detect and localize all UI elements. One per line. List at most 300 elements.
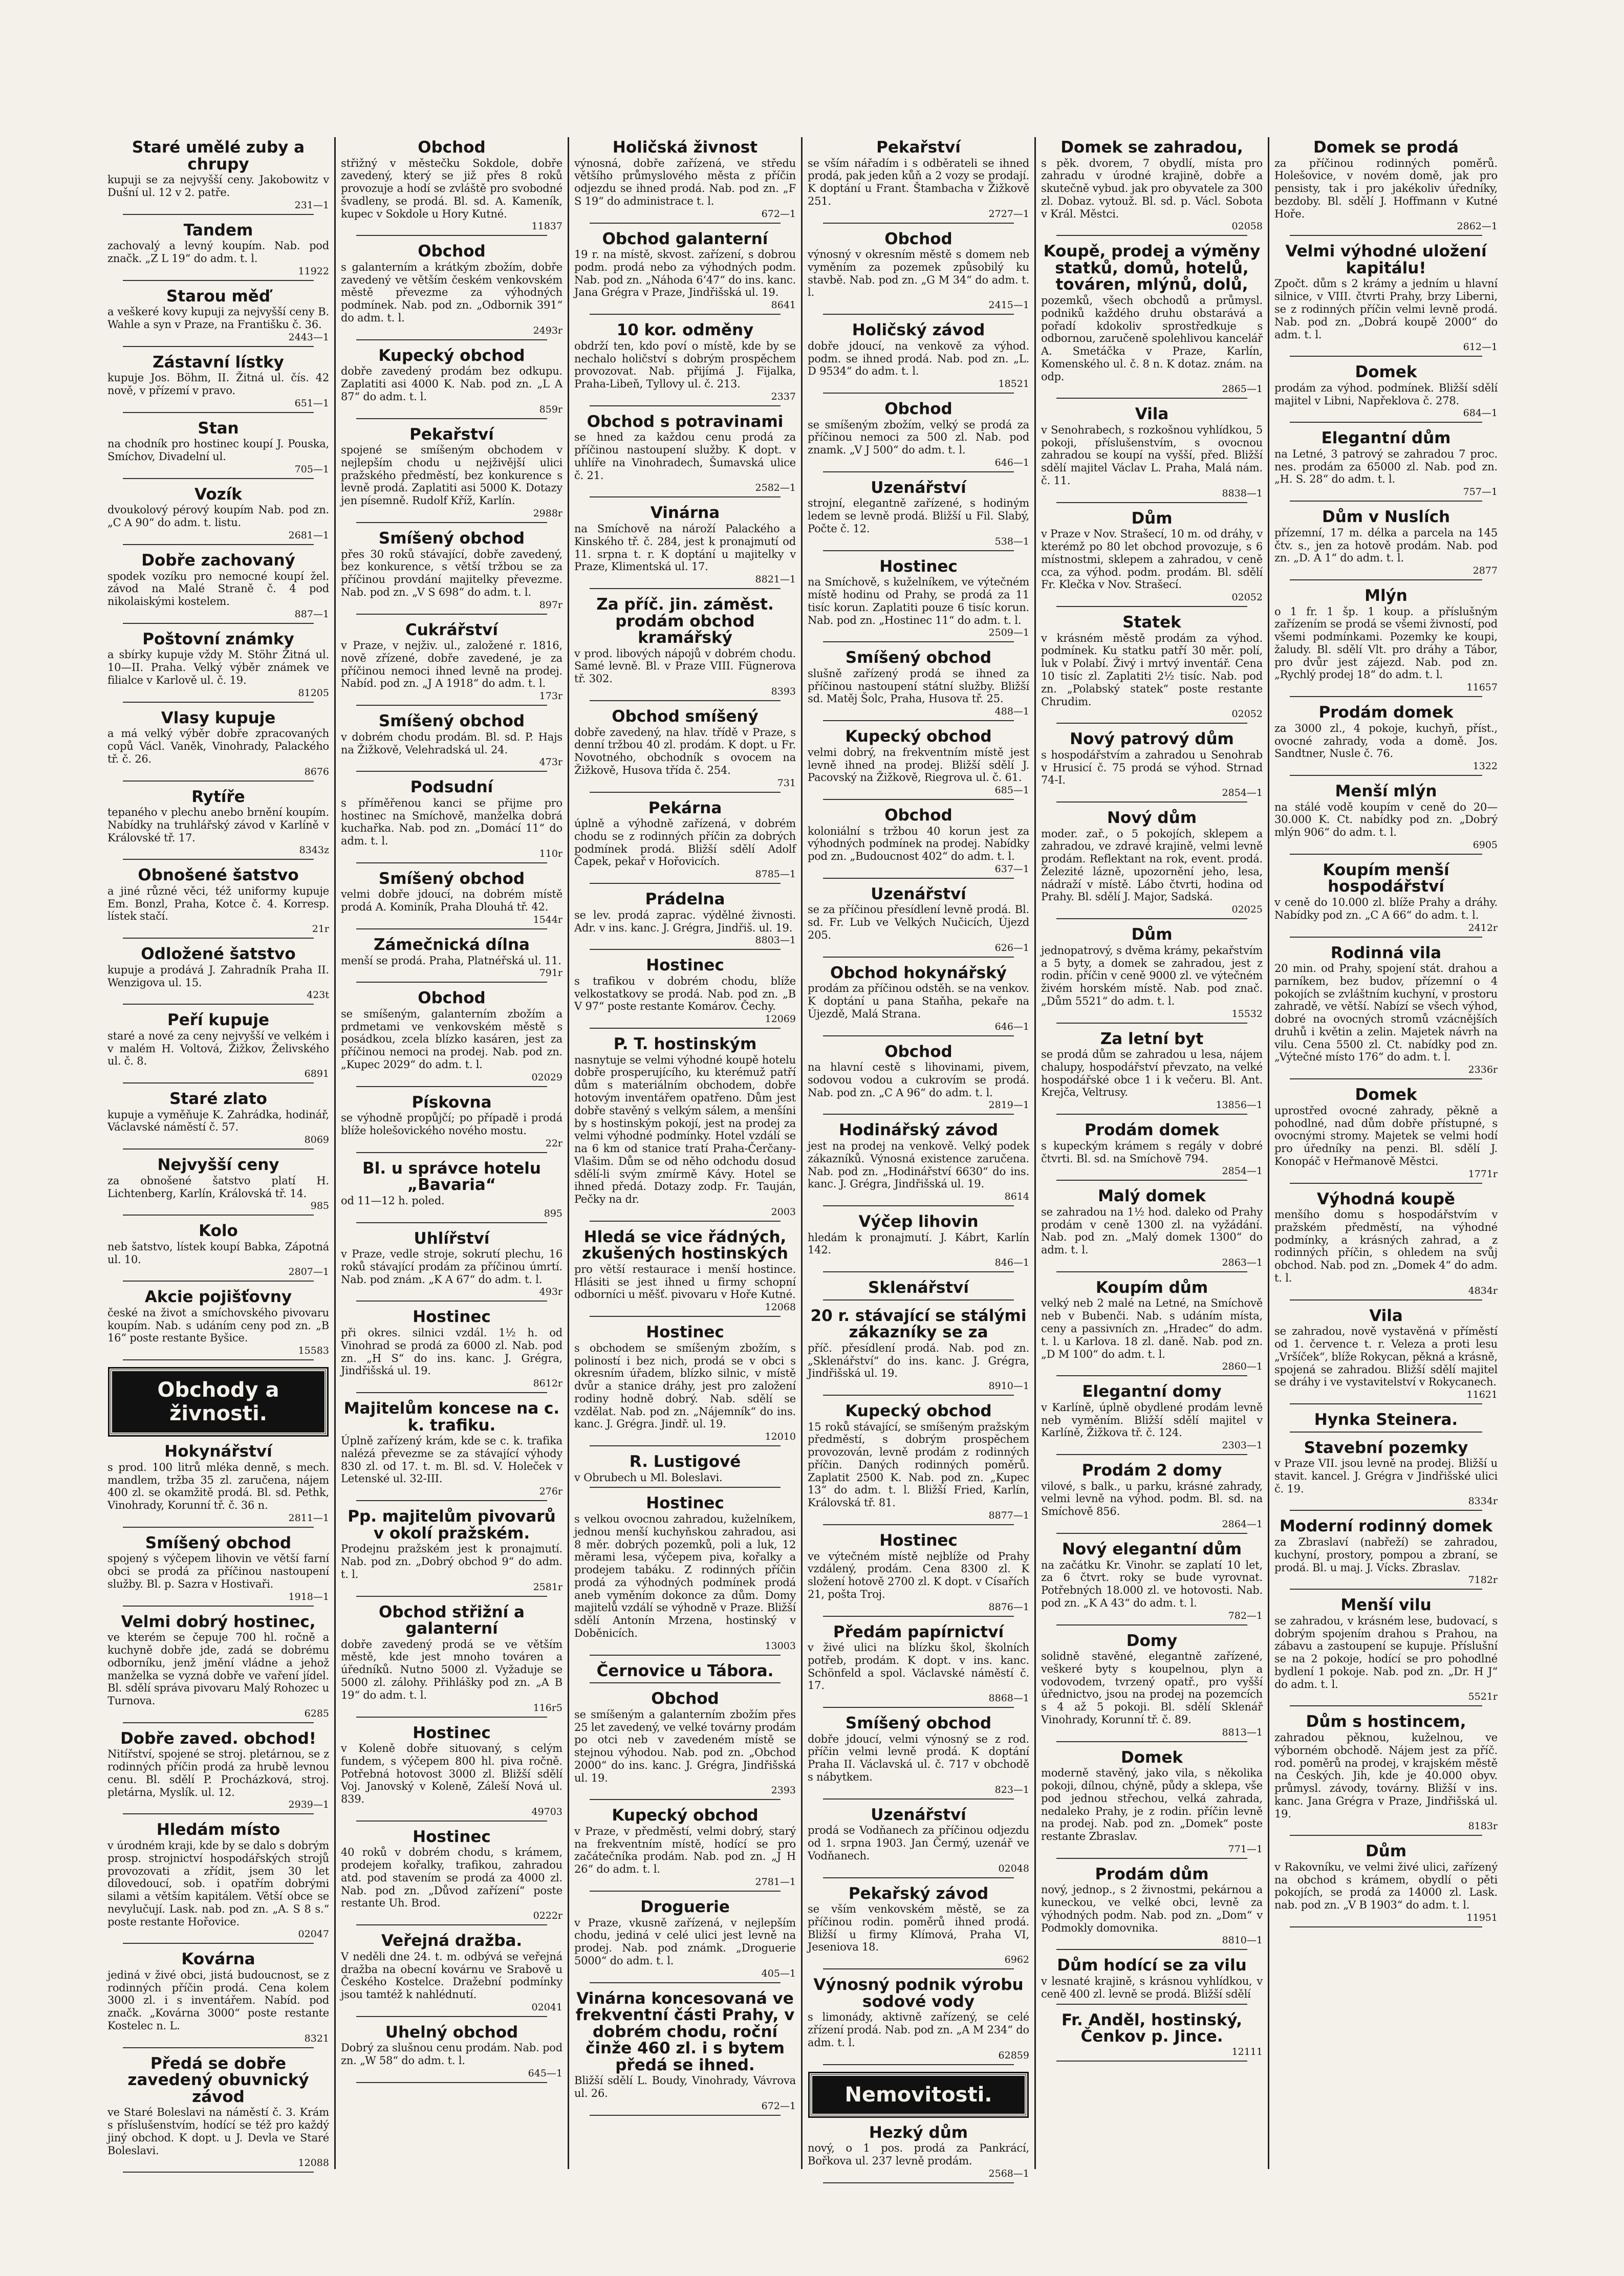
ad-text: při okres. silnici vzdál. 1½ h. od Vinohrad se prodá za 6000 zl. Nab. pod zn. „H S“ do ins. kanc. J. Grégra, Jindřišská ul. 19. [341,1326,562,1377]
ad-divider [1056,502,1247,503]
ad-divider [823,2182,1014,2183]
ad-heading: Prodám domek [1318,703,1454,722]
classified-ad [341,622,562,706]
ad-heading: Nový dům [1107,809,1197,828]
ad-reference-number: 22r [545,1137,562,1149]
classified-ad [1274,945,1498,1080]
ad-reference-number: 1918—1 [288,1591,329,1602]
ad-text: Nitířství, spojené se stroj. pletárnou, se z rodinných příčin prodá za hrubě levnou cenu. Bl. sdělí P. Procházková, stroj. pletárna, Myslík. ul. 12. [107,1748,329,1798]
ad-divider [590,314,781,315]
ad-divider [1056,1741,1247,1742]
ad-divider [823,550,1014,551]
ad-text: moderně stavěný, jako vila, s několika pokoji, dílnou, chýně, půdy a sklepa, vše pod jednou střechou, velká zahrada, nedaleko Prahy, je z rodin. příčin levně na prodej. Nab. pod zn. „Domek“ poste restante Zbraslav. [1041,1767,1263,1843]
ad-text: slušně zařízený prodá se ihned za příčinou nastoupení státní služby. Bližší sd. Matěj Šolc, Praha, Husova tř. 25. [808,667,1029,705]
ad-heading: Dům [1131,925,1173,944]
ad-text: v Praze, v předměstí, velmi dobrý, starý na frekventním místě, hodící se pro začátečníka prodám. Nab. pod zn. „J H 26“ do adm. t. l. [574,1825,796,1876]
ad-divider [123,280,314,281]
ad-heading: Mlýn [1365,587,1408,605]
ad-text: se smíšeným zbožím, velký se prodá za příčinou nemoci za 500 zl. Nab. pod znamk. „V J 500“ do adm. t. l. [808,418,1029,457]
ad-text: se hned za každou cenu prodá za příčinou nastoupení služby. K dopt. v uhlíře na Vinohradech, Šumavská ulice č. 21. [574,431,796,482]
ad-reference-number: 2303—1 [1222,1440,1263,1451]
ad-reference-number: 5521r [1468,1691,1498,1703]
ad-heading: Moderní rodinný domek [1279,1517,1493,1536]
ad-divider [356,1392,547,1393]
ad-heading: Kolo [199,1222,238,1241]
ad-divider [123,412,314,413]
ad-reference-number: 02052 [1231,708,1263,720]
ad-text: ve kterém se čepuje 700 hl. ročně a kuchyně dobře jde, zadá se dobrému odborníku, jenž jmění vládne a jehož manželka se vyzná dobře ve vaření jídel. Bl. sdělí správa pivovaru Malý Rohozec u Turnova. [107,1631,329,1707]
ad-reference-number: 2581r [533,1581,562,1593]
ad-text: jediná v živé obci, jistá budoucnost, se z rodinných příčin prodá. Cena kolem 3000 zl. i s inventářem. Nabíd. pod značk. „Kovárna 3000“ poste restante Kostelec n. L. [107,1968,329,2032]
classified-ad [1274,862,1498,938]
ad-divider [123,2172,314,2173]
ad-heading: Smíšený obchod [845,648,992,667]
ad-reference-number: 8069 [304,1134,329,1146]
ad-heading: Elegantní domy [1082,1382,1222,1401]
ad-divider [123,1527,314,1528]
ad-divider [1290,501,1482,502]
classified-ad [107,1951,329,2048]
ad-text: velmi dobře jdoucí, na dobrém místě prodá A. Kominík, Praha Dlouhá tř. 42. [341,888,562,914]
ad-reference-number: 116r5 [533,1702,562,1714]
ad-text: v úrodném kraji, kde by se dalo s dobrým prosp. strojnictví hospodářských strojů provozovati a zřídit, jsem 30 let dílovedoucí, sob. i opatřím dobrými silami a větším kapitálem. Větší obce se nevylučují. Lask. nab. pod zn. „A. S 8 s.“ poste restante Hořovice. [107,1839,329,1928]
ad-text: za příčinou rodinných poměrů. Holešovice, v novém domě, jak pro pensisty, tak i pro jakékoliv úředníky, bezdoby. Bl. sdělí J. Hoffmann v Kutné Hoře. [1274,157,1498,220]
ad-reference-number: 02041 [531,2001,562,2013]
classified-ad [1041,1122,1263,1181]
ad-heading: Pp. majitelům pivovarů v okolí pražském. [348,1507,556,1543]
ad-heading: Obchod střižní a galanterní [379,1602,525,1638]
ad-reference-number: 8393 [771,685,796,697]
ad-text: střižný v městečku Sokdole, dobře zavedený, který se již přes 8 roků provozuje a hodí se zvláště pro svobodné švadleny, se prodá. Bl. sd. A. Kameník, kupec v Sokdole u Hory Kutné. [341,157,562,220]
ad-divider [123,1813,314,1814]
ad-reference-number: 731 [777,777,796,789]
ad-divider [823,314,1014,315]
ad-text: strojní, elegantně zařízené, s hodiným ledem se levně prodá. Bližší u Fil. Slabý, Počte č. 12. [808,497,1029,535]
ad-divider [1290,696,1482,697]
ad-reference-number: 895 [544,1207,562,1219]
classified-ad [107,867,329,939]
ad-heading: Smíšený obchod [378,529,525,548]
classified-ad [574,708,796,793]
ad-text: v Koleně dobře situovaný, s celým fundem, s výčepem 800 hl. piva ročně. Potřebná hotovost 3000 zl. Bližší sdělí Voj. Janovský v Koleně, Záleší Nová ul. 839. [341,1742,562,1806]
ad-reference-number: 6905 [1473,839,1498,851]
ad-text: v Praze VII. jsou levně na prodej. Bližší u stavit. kancel. J. Grégra v Jindřišské ulici č. 19. [1274,1457,1498,1495]
ad-divider [590,1891,781,1892]
classified-ad [574,1990,796,2116]
ad-heading: Pekařství [876,138,961,157]
ad-divider [356,928,547,929]
ad-divider [1290,579,1482,580]
ad-divider [1290,235,1482,236]
ad-text: moder. zař., o 5 pokojích, sklepem a zahradou, ve zdravé krajině, velmi levně prodám. Reflektant na rok, event. prodá. Železité lázně, upozornění jeho, lesa, nádraží v místě. Lábo čtvrti, hodina od Prahy. Bl. sdělí J. Major, Sadská. [1041,827,1263,903]
classified-ad [1041,1280,1263,1376]
ad-text: zachovalý a levný koupím. Nab. pod značk. „Z L 19“ do adm. t. l. [107,240,329,265]
ad-text: Dobrý za slušnou cenu prodám. Nab. pod zn. „W 58“ do adm. t. l. [341,2042,562,2067]
ad-reference-number: 8876—1 [988,1601,1029,1613]
ad-divider [823,1616,1014,1617]
classified-ad [107,631,329,703]
ad-divider [823,799,1014,800]
ad-divider [123,859,314,860]
ad-text: jest na prodej na venkově. Velký podek zákazníků. Výnosná existence zaručena. Nab. pod zn. „Hodinářství 6630“ do ins. kanc. J. Grégra, Jindřišská ul. 19. [808,1139,1029,1190]
ad-reference-number: 2493r [533,324,562,336]
ad-divider [1056,1023,1247,1024]
ad-divider [1056,1271,1247,1272]
ad-divider [590,1028,781,1029]
ad-divider [123,544,314,545]
classified-ad [341,713,562,772]
ad-heading: Domek se prodá [1313,138,1459,157]
ad-text: spodek vozíku pro nemocné koupí žel. závod na Malé Straně č. 4 pod nikolaiskými kostelem. [107,570,329,608]
classified-ad [107,354,329,413]
ad-reference-number: 637—1 [994,863,1029,875]
ad-heading: Majitelům koncese na c. k. trafiku. [343,1399,560,1435]
ad-reference-number: 782—1 [1228,1610,1263,1621]
ad-divider [356,1717,547,1718]
ad-reference-number: 646—1 [994,457,1029,468]
ad-heading: Hostinec [879,1531,958,1550]
ad-reference-number: 8612r [533,1378,562,1390]
ad-reference-number: 02052 [1231,592,1263,603]
classified-ad [1041,510,1263,607]
ad-reference-number: 645—1 [528,2067,562,2079]
ad-heading: Dům v Nuslích [1322,508,1450,527]
ad-reference-number: 2509—1 [988,627,1029,639]
ad-reference-number: 2865—1 [1222,383,1263,395]
ad-divider [823,2064,1014,2065]
ad-reference-number: 8868—1 [988,1693,1029,1704]
ad-text: Prodejnu pražském jest k pronajmutí. Nab. pod zn. „Dobrý obchod 9“ do adm. t. l. [341,1543,562,1580]
ad-text: Úplně zařízený krám, kde se c. k. trafika nalézá převezme se za stávající výhody 830 zl. od 17. t. m. Bl. sd. V. Holeček v Letenské ul. 32-III. [341,1435,562,1485]
ad-heading: Dům hodící se za vilu [1057,1956,1247,1975]
ad-text: pro větší restaurace i menší hostince. Hlásiti se jest ihned u firmy schopní odborníci u měšť. pivovaru v Hoře Kutné. [574,1263,796,1301]
classified-ad [1274,139,1498,236]
ad-text: s galanterním a krátkým zbožím, dobře zavedený ve větším českém venkovském městě převezme za výhodných podmínek. Nab. pod zn. „Odbornik 391“ do adm. t. l. [341,261,562,324]
classified-ad [341,2024,562,2083]
ad-heading: Výnosný podnik výrobu sodové vody [813,1976,1024,2011]
ad-divider [823,1205,1014,1206]
ad-heading: Koupím dům [1095,1278,1208,1297]
ad-divider [590,883,781,884]
ad-reference-number: 12088 [298,2157,329,2169]
classified-ad [107,1223,329,1282]
ad-reference-number: 2568—1 [988,2167,1029,2179]
ad-reference-number: 6962 [1004,1954,1029,1966]
ad-text: v lesnaté krajině, s krásnou vyhlídkou, v ceně 400 zl. levně se prodá. Bližší sdělí [1041,1975,1263,2000]
classified-ad [808,139,1029,224]
ad-text: na Smíchově, s kuželníkem, ve výtečném místě hodinu od Prahy, se prodá za 11 tisíc korun. Zaplatiti pouze 6 tisíc korun. Nab. pod zn. „Hostinec 11“ do adm. t. l. [808,576,1029,626]
ad-reference-number: 8877—1 [988,1509,1029,1521]
ad-divider [123,1722,314,1723]
ad-divider [356,1300,547,1302]
classified-ad [1041,1866,1263,1950]
ad-reference-number: 2393 [771,1785,796,1796]
ad-heading: Domek [1355,1086,1417,1104]
ad-reference-number: 771—1 [1228,1843,1263,1855]
ad-heading: Elegantní dům [1321,429,1451,448]
ad-heading: Zámečnická dílna [374,935,530,954]
classified-ad [808,807,1029,879]
ad-heading: Smíšený obchod [145,1533,292,1552]
ad-heading: Statek [1122,613,1181,632]
ad-heading: Holičská živnost [612,138,758,157]
ad-reference-number: 672—1 [761,2100,796,2112]
ad-reference-number: 2854—1 [1222,787,1263,799]
classified-ad [1274,1440,1498,1511]
ad-reference-number: 2443—1 [288,331,329,343]
ad-heading: Vila [1135,405,1169,424]
classified-ad [808,1624,1029,1708]
ad-divider [1056,1533,1247,1534]
ad-reference-number: 13856—1 [1216,1099,1263,1111]
ad-divider [590,1655,781,1656]
ad-divider [823,1299,1014,1300]
ad-heading: Velmi výhodné uložení kapitálu! [1285,242,1487,277]
ad-reference-number: 8676 [304,766,329,777]
classified-ad [1041,926,1263,1023]
ad-text: 15 roků stávající, se smíšeným pražským předměstí, s dobrým prospěchem provozován, levně prodám z rodinných příčin. Daných rodinných poměrů. Zaplatit 2500 K. Nab. pod zn. „Kupec 13“ do adm. t. l. Bližší Fried, Karlín, Královská tř. 81. [808,1420,1029,1509]
classified-ad [808,1807,1029,1878]
ad-divider [590,405,781,406]
ad-reference-number: 651—1 [294,397,329,409]
ad-heading: Uhelný obchod [385,2023,518,2042]
classified-ad [1041,810,1263,919]
ad-text: se vším nářadím i s odběrateli se ihned prodá, pak jeden kůň a 2 vozy se prodají. K doptání u Frant. Štambacha v Žižkově 251. [808,157,1029,207]
classified-ad [1274,509,1498,580]
classified-ad [808,2125,1029,2183]
ad-heading: Obnošené šatstvo [138,866,299,885]
ad-heading: Za letní byt [1100,1029,1204,1048]
ad-text: v Praze, vkusně zařízená, v nejlepším chodu, jediná v celé ulici jest levně na prodej. Nab. pod známk. „Droguerie 5000“ do adm. t. l. [574,1916,796,1967]
ad-heading: Dům s hostincem, [1306,1713,1466,1731]
classified-ad [574,957,796,1029]
classified-ad [808,1308,1029,1396]
classified-ad [574,1036,796,1222]
ad-heading: P. T. hostinským [613,1035,757,1054]
ad-reference-number: 626—1 [994,942,1029,953]
ad-text: s prod. 100 litrů mléka denně, s mech. mandlem, tržba 35 zl. zaručena, nájem 400 zl. se okamžitě prodá. Bl. sd. Pethk, Vinohrady, Korunní tř. č. 36 n. [107,1461,329,1512]
classified-ad [341,871,562,929]
classified-ad [574,505,796,589]
classified-ad [1274,364,1498,423]
ad-divider [1290,1705,1482,1706]
ad-text: s hospodářstvím a zahradou u Senohrab v Hrusicí č. 75 prodá se výhod. Strnad 74-I. [1041,748,1263,787]
classified-ad [1274,1597,1498,1706]
ad-text: pozemků, všech obchodů a průmysl. podniků každého druhu obstarává a pořadí kdokoliv sprostředkuje s odbornou, zaručeně spolehlivou kancelář A. Smetáčka v Praze, Karlín, Komenského ul. č. 8 n. K dotaz. znám. na odp. [1041,294,1263,383]
ad-reference-number: 81205 [298,687,329,699]
ad-text: přes 30 roků stávající, dobře zavedený, bez konkurence, s větší tržbou se za příčinou provdání majitelky převezme. Nab. pod zn. „V S 698“ do adm. t. l. [341,548,562,598]
ad-divider [823,1798,1014,1800]
ad-reference-number: 2854—1 [1222,1165,1263,1177]
classified-ad [574,1324,796,1446]
classified-ad [1041,731,1263,803]
ad-reference-number: 672—1 [761,208,796,220]
classified-ad [808,649,1029,721]
classified-ad [341,1933,562,2017]
ad-heading: Hledá se vice řádných, zkušených hostinských [582,1227,788,1263]
ad-divider [123,2047,314,2048]
ad-heading: Obchod galanterní [602,229,768,248]
ad-text: na Letné, 3 patrový se zahradou 7 proc. nes. prodám za 65000 zl. Nab. pod zn. „H. S. 28“ do adm. t. l. [1274,447,1498,486]
ad-divider [823,1968,1014,1969]
classified-ad [341,348,562,419]
ad-reference-number: 612—1 [1463,341,1498,353]
ad-text: nasnytuje se velmi výhodné koupě hotelu dobře prosperujícího, ku kterémuž patří dům s materiálním obchodem, dobře hotovým inventářem opatřeno. Dům jest dobře stavěný s velkým sálem, a menšíni by s hostinským pokojí, jest na prodej za velmi výhodné podmínky. Hotel vzdálí se na 6 km od stanice tratí Praha-Čerčany-Vlašim. Dům se od něho odchodu dosud sdělí-li svým zmírmě Kávy. Hotel se ihned předá. Dotazy zodp. Fr. Tauján, Pečky na dr. [574,1053,796,1206]
classified-ad [574,891,796,950]
classified-ad [1041,2012,1263,2062]
ad-heading: Dobře zaved. obchod! [120,1729,316,1748]
ad-heading: Předá se dobře zavedený obuvnický závod [127,2054,309,2106]
ad-heading: Kupecký obchod [845,1402,992,1421]
ad-reference-number: 2781—1 [755,1876,796,1888]
ad-divider [356,339,547,340]
ad-divider [123,478,314,479]
ad-heading: Peří kupuje [167,1011,270,1030]
ad-heading: Hostinec [879,557,958,576]
ad-divider [823,223,1014,224]
ad-reference-number: 8821—1 [755,574,796,586]
classified-ad [574,231,796,315]
ad-heading: Obchod [418,242,486,261]
ad-reference-number: 11837 [531,221,562,232]
ad-text: dobře zavedený prodá se ve větším městě, kde jest mnoho továren a úředníků. Nutno 5000 zl. Vyžaduje se 5000 zl. zálohy. Přihlášky pod zn. „A B 19“ do adm. t. l. [341,1638,562,1701]
ad-divider [356,1500,547,1501]
ad-heading: Výhodná koupě [1317,1189,1455,1208]
ad-text: vilové, s balk., u parku, krásné zahrady, velmi levně na výhod. podm. Bl. sd. na Smíchově 856. [1041,1480,1263,1518]
ad-divider [590,1799,781,1800]
ad-reference-number: 2003 [771,1206,796,1218]
ad-reference-number: 757—1 [1463,486,1498,498]
classified-ad [107,1443,329,1528]
ad-heading: Poštovní známky [142,630,294,648]
ad-reference-number: 11922 [298,265,329,277]
ad-divider [590,1982,781,1983]
classified-ad [107,288,329,347]
ad-text: kupuje Jos. Böhm, II. Žitná ul. čís. 42 nově, v přízemí v pravo. [107,372,329,397]
ad-divider [356,705,547,706]
ad-heading: Vinárna koncesovaná ve frekventní části Prahy, v dobrém chodu, roční činže 460 zl. i s bytem předá se ihned. [575,1989,795,2074]
ad-divider [823,720,1014,721]
ad-text: se vším venkovském městě, se za příčinou rodin. poměrů ihned prodá. Bližší u firmy Klímová, Praha VI, Jeseniova 18. [808,1903,1029,1954]
ad-reference-number: 538—1 [994,535,1029,547]
ad-text: V neděli dne 24. t. m. odbývá se veřejná dražba na obecní kovárnu ve Srabově u Českého Kostelce. Dražební podmínky jsou tamtéž k nahlédnutí. [341,1950,562,2001]
ad-reference-number: 12068 [765,1302,796,1313]
ad-text: s limonády, aktivně zařízený, se celé zřízení prodá. Nab. pod zn. „A M 234“ do adm. t. l. [808,2011,1029,2049]
column-2 [336,137,569,2169]
ad-text: za 3000 zl., 4 pokoje, kuchyň, příst., ovocné zahrady, voda a domě. Jos. Sandtner, Nusle č. 76. [1274,722,1498,760]
ad-reference-number: 11657 [1466,682,1498,693]
ad-heading: Hostinec [413,1723,491,1742]
ad-reference-number: 859r [539,403,562,415]
ad-divider [1290,937,1482,938]
classified-ad [341,1160,562,1223]
ad-heading: R. Lustigové [629,1453,741,1471]
ad-divider [1056,723,1247,724]
ad-divider [590,496,781,497]
ad-divider [1056,235,1247,236]
ad-heading: Bl. u správce hotelu „Bavaria“ [362,1159,541,1195]
classified-ad [808,231,1029,315]
classified-ad [107,486,329,545]
classified-ad [574,1663,796,1684]
classified-ad [107,552,329,624]
classified-ad [808,1044,1029,1115]
classified-ad [341,1094,562,1153]
classified-ad [107,1091,329,1150]
ad-heading: Tandem [183,221,253,240]
ad-heading: Menší mlýn [1335,782,1437,801]
ad-text: velký neb 2 malé na Letné, na Smíchově neb v Bubenči. Nab. s udáním místa, ceny a passivních zn. „Hradec“ do adm. t. l. u Karlova. 18 zl. daně. Nab. pod zn. „D M 100“ do adm. t. l. [1041,1297,1263,1360]
ad-text: hledám k pronajmutí. J. Kábrt, Karlín 142. [808,1231,1029,1256]
ad-text: od 11—12 h. poled. [341,1194,445,1207]
ad-heading: Prodám dům [1095,1865,1209,1883]
classified-ad [341,937,562,983]
ad-divider [823,1035,1014,1036]
ad-divider [823,878,1014,879]
ad-text: na hlavní cestě s lihovinami, pivem, sodovou vodou a cukrovím se prodá. Nab. pod zn. „C A 96“ do adm. t. l. [808,1061,1029,1099]
ad-text: na stálé vodě koupím v ceně do 20—30.000 K. Ct. nabídky pod zn. „Dobrý mlýn 906“ do adm. t. l. [1274,800,1498,839]
classified-ad [808,728,1029,800]
ad-divider [823,1271,1014,1272]
ad-reference-number: 231—1 [294,199,329,211]
ad-heading: 20 r. stávající se stálými zákazníky se za [810,1306,1027,1342]
ad-text: a jiné různé věci, též uniformy kupuje Em. Bonzl, Praha, Kotce č. 4. Korresp. lístek stačí. [107,884,329,923]
ad-heading: Smíšený obchod [378,712,525,731]
classified-ad [107,1535,329,1607]
ad-reference-number: 1544r [533,914,562,925]
classified-ad [1041,1462,1263,1534]
ad-divider [356,235,547,236]
ad-divider [123,214,314,215]
ad-heading: Smíšený obchod [378,869,525,888]
ad-heading: Uzenářství [871,1805,966,1824]
ad-heading: Starou měď [166,287,271,306]
ad-reference-number: 2807—1 [288,1266,329,1278]
ad-text: na začátku Kr. Vinohr. se zaplatí 10 let, za 6 čtvrt. roky se bude vyrovnat. Potřebných 18.000 zl. ve hotovosti. Nab. pod zn. „K A 43“ do adm. t. l. [1041,1558,1263,1609]
ad-text: v Obrubech u Ml. Boleslavi. [574,1471,723,1484]
ad-divider [1290,1403,1482,1404]
ad-heading: Pekařský závod [848,1884,989,1903]
ad-text: úplně a výhodně zařízená, v dobrém chodu se z rodinných příčin za dobrých podmínek prodá. Bližší sdělí Adolf Čapek, pekař v Hořovicích. [574,817,796,868]
ad-divider [823,393,1014,394]
classified-ad [808,1403,1029,1525]
ad-heading: Hostinec [646,956,724,975]
ad-reference-number: 4834r [1468,1285,1498,1296]
ad-heading: Černovice u Tábora. [596,1661,774,1680]
ad-heading: 10 kor. odměny [616,321,754,340]
ad-reference-number: 2939—1 [288,1799,329,1811]
ad-divider [123,1281,314,1282]
classified-ad [107,1012,329,1083]
ad-heading: Menší vilu [1340,1596,1432,1615]
ad-heading: Akcie pojišťovny [144,1288,292,1307]
ad-text: 19 r. na místě, skvost. zařízení, s dobrou podm. prodá nebo za výhodných podm. Nab. pod zn. „Náhoda 6‘47“ do ins. kanc. Jana Grégra v Praze, Jindřišská ul. 19. [574,248,796,299]
ad-text: staré a nové za ceny nejvyšší ve velkém i v malém H. Voltová, Žižkov, Želivského ul. č. 8. [107,1029,329,1068]
ad-heading: Droguerie [640,1897,730,1916]
ad-divider [356,2082,547,2083]
classified-ad [1041,1957,1263,2004]
ad-heading: Nový patrový dům [1070,730,1234,749]
ad-heading: Předám papírnictví [833,1622,1004,1641]
ad-heading: Prádelna [645,890,725,909]
ad-heading: Vinárna [650,504,720,523]
ad-divider [123,781,314,782]
ad-divider [590,1445,781,1446]
classified-ad [574,1807,796,1892]
ad-text: s kupeckým krámem s regály v dobré čtvrti. Bl. sd. na Smíchově 794. [1041,1139,1263,1165]
ad-reference-number: 8343z [299,844,329,856]
ad-reference-number: 49703 [531,1806,562,1817]
